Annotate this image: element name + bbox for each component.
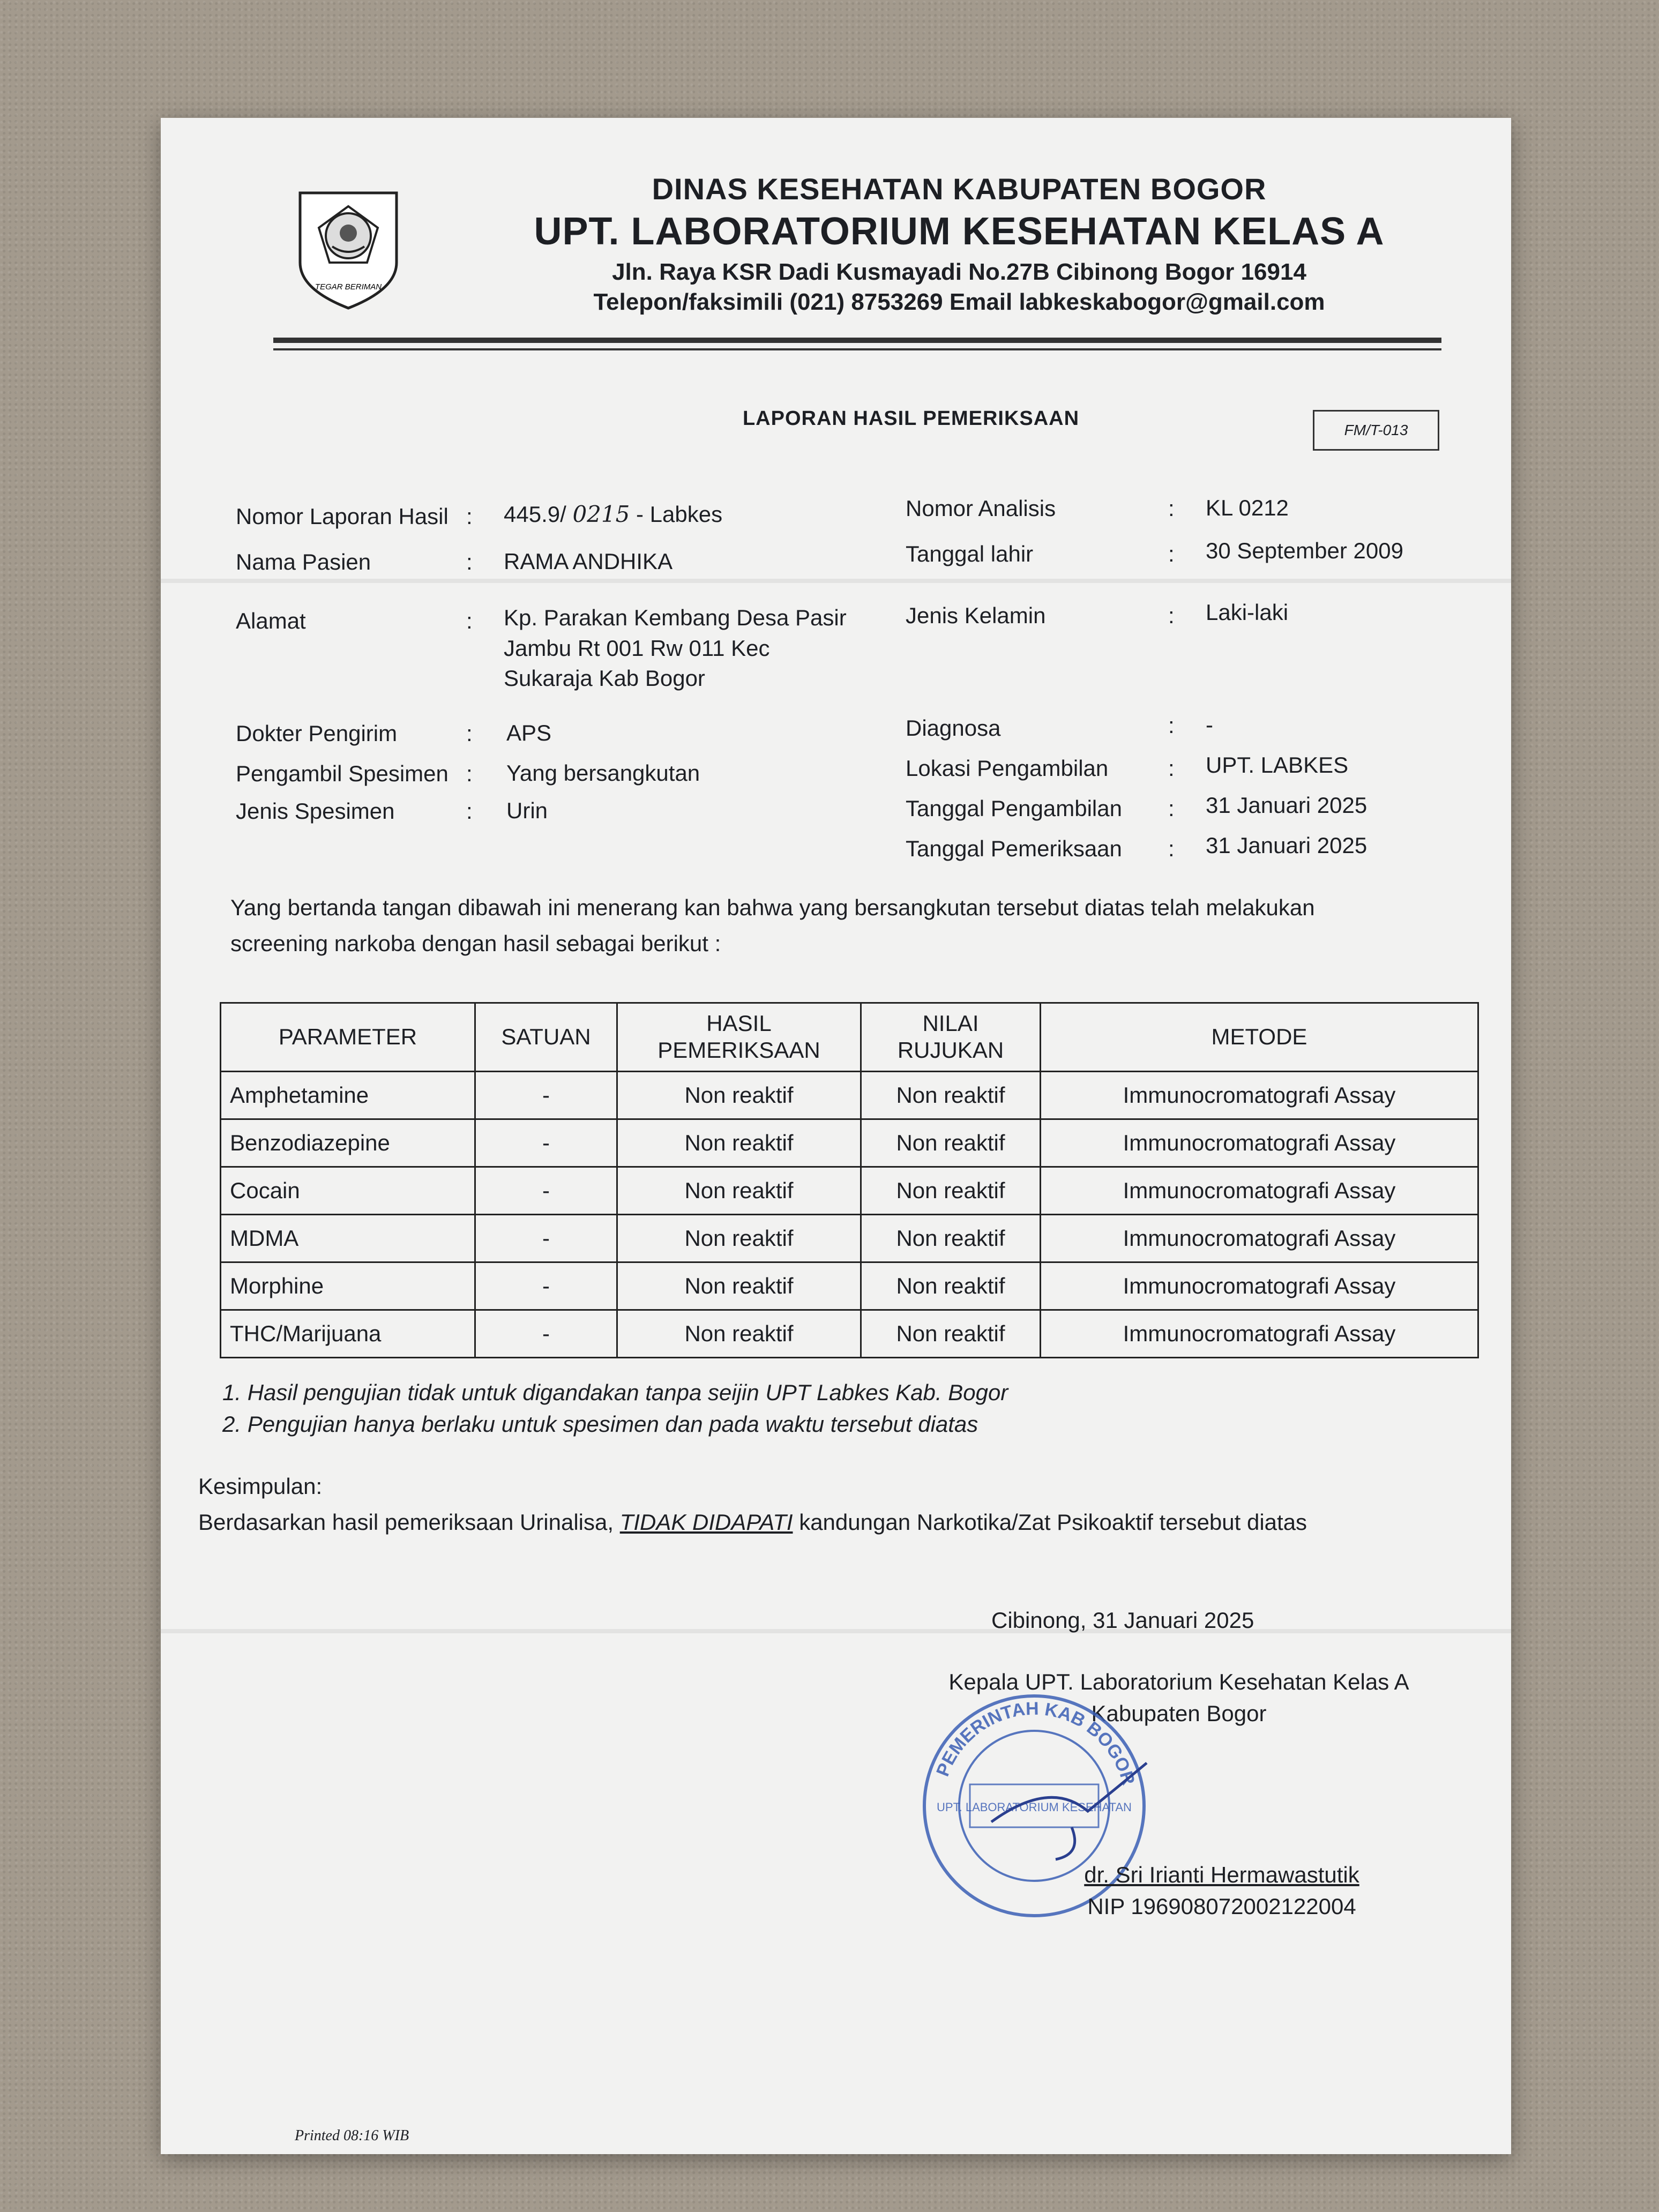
exam-date-value: 31 Januari 2025: [1206, 833, 1367, 858]
birth-date-value: 30 September 2009: [1206, 538, 1403, 563]
results-table: [220, 1002, 1479, 1358]
cell-metode: Immunocromatografi Assay: [1041, 1262, 1478, 1310]
analysis-number-value: KL 0212: [1206, 495, 1289, 520]
diagnosis-value: -: [1206, 712, 1213, 737]
conclusion-emphasis: TIDAK DIDAPATI: [619, 1509, 793, 1535]
cell-parameter: Benzodiazepine: [221, 1119, 475, 1167]
paper-fold: [161, 1629, 1511, 1633]
conclusion: [198, 1468, 1307, 1540]
table-header-row: [221, 1003, 1478, 1072]
header-hasil: HASIL PEMERIKSAAN: [617, 1003, 861, 1072]
colon: :: [1168, 496, 1175, 521]
lab-report-paper: [161, 118, 1511, 2154]
colon: :: [466, 549, 473, 574]
cell-hasil: Non reaktif: [617, 1310, 861, 1357]
cell-parameter: Cocain: [221, 1167, 475, 1214]
header-nilai: NILAI RUJUKAN: [861, 1003, 1041, 1072]
cell-metode: Immunocromatografi Assay: [1041, 1310, 1478, 1357]
cell-nilai: Non reaktif: [861, 1262, 1041, 1310]
table-row: [221, 1071, 1478, 1119]
cell-metode: Immunocromatografi Assay: [1041, 1071, 1478, 1119]
place-date: Cibinong, 31 Januari 2025: [991, 1608, 1254, 1633]
lab-address: Jln. Raya KSR Dadi Kusmayadi No.27B Cibinong Bogor 16914: [612, 259, 1306, 285]
letterhead-rule: [273, 338, 1441, 350]
cell-hasil: Non reaktif: [617, 1214, 861, 1262]
cell-nilai: Non reaktif: [861, 1071, 1041, 1119]
table-row: [221, 1262, 1478, 1310]
collector-value: Yang bersangkutan: [506, 760, 700, 786]
collection-date-value: 31 Januari 2025: [1206, 793, 1367, 818]
colon: :: [466, 721, 473, 746]
paper-fold: [161, 579, 1511, 583]
birth-date-label: Tanggal lahir: [906, 541, 1034, 566]
cell-parameter: Amphetamine: [221, 1071, 475, 1119]
svg-text:TEGAR BERIMAN: TEGAR BERIMAN: [315, 282, 382, 292]
collection-location-label: Lokasi Pengambilan: [906, 756, 1109, 781]
cell-hasil: Non reaktif: [617, 1119, 861, 1167]
collection-location-value: UPT. LABKES: [1206, 752, 1349, 778]
colon: :: [466, 798, 473, 824]
cell-metode: Immunocromatografi Assay: [1041, 1119, 1478, 1167]
cell-hasil: Non reaktif: [617, 1071, 861, 1119]
signatory-title: Kepala UPT. Laboratorium Kesehatan Kelas A Kabupaten Bogor: [948, 1669, 1409, 1726]
header-parameter: PARAMETER: [221, 1003, 475, 1072]
bogor-regency-logo: [289, 182, 407, 316]
cell-parameter: MDMA: [221, 1214, 475, 1262]
doctor-value: APS: [506, 720, 552, 745]
cell-parameter: THC/Marijuana: [221, 1310, 475, 1357]
table-row: [221, 1310, 1478, 1357]
gender-label: Jenis Kelamin: [906, 603, 1046, 628]
cell-hasil: Non reaktif: [617, 1167, 861, 1214]
address-value: Kp. Parakan Kembang Desa Pasir Jambu Rt 001 Rw 011 Kec Sukaraja Kab Bogor: [504, 605, 847, 691]
specimen-type-label: Jenis Spesimen: [236, 798, 395, 824]
note-2: 2. Pengujian hanya berlaku untuk spesimen dan pada waktu tersebut diatas: [222, 1411, 978, 1437]
table-row: [221, 1214, 1478, 1262]
cell-satuan: -: [475, 1071, 617, 1119]
form-code: FM/T-013: [1313, 410, 1439, 451]
letterhead: [450, 171, 1468, 316]
note-1: 1. Hasil pengujian tidak untuk digandakan tanpa seijin UPT Labkes Kab. Bogor: [222, 1380, 1008, 1405]
cell-metode: Immunocromatografi Assay: [1041, 1214, 1478, 1262]
header-satuan: SATUAN: [475, 1003, 617, 1072]
colon: :: [1168, 836, 1175, 861]
colon: :: [466, 608, 473, 633]
agency-name: DINAS KESEHATAN KABUPATEN BOGOR: [652, 172, 1267, 206]
signatory-nip: NIP 196908072002122004: [1087, 1893, 1356, 1919]
patient-name-label: Nama Pasien: [236, 549, 371, 574]
diagnosis-label: Diagnosa: [906, 715, 1001, 741]
cell-parameter: Morphine: [221, 1262, 475, 1310]
cell-nilai: Non reaktif: [861, 1310, 1041, 1357]
handwritten-number: 0215: [572, 501, 630, 527]
analysis-number-label: Nomor Analisis: [906, 496, 1056, 521]
printed-timestamp: Printed 08:16 WIB: [295, 2127, 409, 2144]
statement: Yang bertanda tangan dibawah ini menerang kan bahwa yang bersangkutan tersebut diatas telah melakukan screening narkoba dengan hasil sebagai berikut :: [230, 895, 1315, 956]
cell-hasil: Non reaktif: [617, 1262, 861, 1310]
table-row: [221, 1167, 1478, 1214]
cell-satuan: -: [475, 1214, 617, 1262]
specimen-type-value: Urin: [506, 798, 548, 823]
cell-nilai: Non reaktif: [861, 1167, 1041, 1214]
lab-name: UPT. LABORATORIUM KESEHATAN KELAS A: [534, 210, 1385, 253]
report-title: LAPORAN HASIL PEMERIKSAAN: [742, 407, 1080, 430]
lab-contact: Telepon/faksimili (021) 8753269 Email labkeskabogor@gmail.com: [593, 289, 1325, 315]
cell-nilai: Non reaktif: [861, 1214, 1041, 1262]
header-metode: METODE: [1041, 1003, 1478, 1072]
report-number-label: Nomor Laporan Hasil: [236, 504, 449, 529]
table-row: [221, 1119, 1478, 1167]
cell-metode: Immunocromatografi Assay: [1041, 1167, 1478, 1214]
notes: [222, 1377, 1008, 1440]
colon: :: [1168, 713, 1175, 738]
address-label: Alamat: [236, 608, 306, 633]
colon: :: [1168, 796, 1175, 821]
svg-text:UPT. LABORATORIUM KESEHATAN: UPT. LABORATORIUM KESEHATAN: [937, 1800, 1132, 1814]
svg-text:PEMERINTAH KAB BOGOR: PEMERINTAH KAB BOGOR: [932, 1698, 1139, 1788]
conclusion-text: Berdasarkan hasil pemeriksaan Urinalisa, TIDAK DIDAPATI kandungan Narkotika/Zat Psikoaktif tersebut diatas: [198, 1509, 1307, 1535]
signatory-name: dr. Sri Irianti Hermawastutik: [1084, 1862, 1359, 1887]
conclusion-label: Kesimpulan:: [198, 1474, 323, 1499]
gender-value: Laki-laki: [1206, 600, 1289, 625]
collection-date-label: Tanggal Pengambilan: [906, 796, 1122, 821]
patient-name-value: RAMA ANDHIKA: [504, 549, 673, 574]
signatory: [954, 1859, 1490, 1923]
report-number-value: 445.9/ 0215 - Labkes: [504, 501, 723, 527]
collector-label: Pengambil Spesimen: [236, 761, 449, 786]
colon: :: [466, 761, 473, 786]
cell-satuan: -: [475, 1167, 617, 1214]
cell-nilai: Non reaktif: [861, 1119, 1041, 1167]
colon: :: [466, 504, 473, 529]
cell-satuan: -: [475, 1310, 617, 1357]
cell-satuan: -: [475, 1262, 617, 1310]
colon: :: [1168, 541, 1175, 566]
exam-date-label: Tanggal Pemeriksaan: [906, 836, 1122, 861]
colon: :: [1168, 756, 1175, 781]
colon: :: [1168, 603, 1175, 628]
doctor-label: Dokter Pengirim: [236, 721, 398, 746]
cell-satuan: -: [475, 1119, 617, 1167]
